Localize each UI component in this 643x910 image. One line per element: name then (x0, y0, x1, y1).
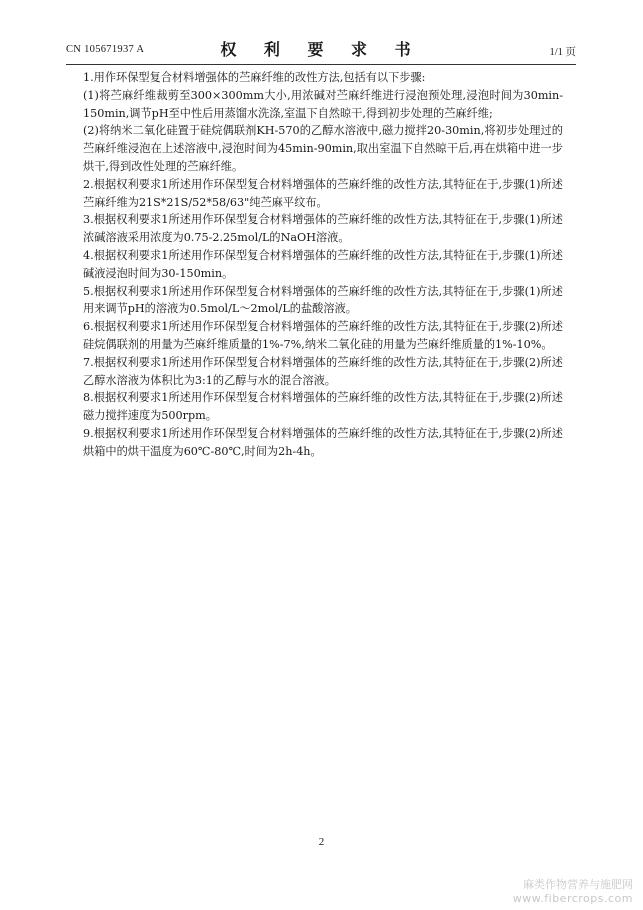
watermark-site-url: www.fibercrops.com (512, 892, 633, 905)
claim-9: 9.根据权利要求1所述用作环保型复合材料增强体的苎麻纤维的改性方法,其特征在于,步骤(2)所述烘箱中的烘干温度为60℃-80℃,时间为2h-4h。 (83, 426, 563, 458)
claims-body (83, 69, 563, 461)
claim-7: 7.根据权利要求1所述用作环保型复合材料增强体的苎麻纤维的改性方法,其特征在于,步骤(2)所述乙醇水溶液为体积比为3:1的乙醇与水的混合溶液。 (83, 355, 563, 387)
page-header (66, 36, 576, 64)
claim-1-intro: 1.用作环保型复合材料增强体的苎麻纤维的改性方法,包括有以下步骤: (83, 71, 426, 84)
page-title: 权 利 要 求 书 (220, 40, 422, 59)
claim-3: 3.根据权利要求1所述用作环保型复合材料增强体的苎麻纤维的改性方法,其特征在于,步骤(1)所述浓碱溶液采用浓度为0.75-2.25mol/L的NaOH溶液。 (83, 213, 563, 245)
page-number: 2 (318, 836, 325, 848)
claim-8: 8.根据权利要求1所述用作环保型复合材料增强体的苎麻纤维的改性方法,其特征在于,步骤(2)所述磁力搅拌速度为500rpm。 (83, 391, 563, 423)
header-divider (66, 64, 576, 65)
claim-6: 6.根据权利要求1所述用作环保型复合材料增强体的苎麻纤维的改性方法,其特征在于,步骤(2)所述硅烷偶联剂的用量为苎麻纤维质量的1%-7%,纳米二氧化硅的用量为苎麻纤维质量的1%-10%。 (83, 320, 563, 351)
site-watermark (513, 878, 633, 906)
watermark-site-name: 麻类作物营养与施肥网 (523, 878, 633, 891)
claim-2: 2.根据权利要求1所述用作环保型复合材料增强体的苎麻纤维的改性方法,其特征在于,步骤(1)所述苎麻纤维为21S*21S/52*58/63"纯苎麻平纹布。 (83, 177, 563, 209)
patent-number: CN 105671937 A (66, 44, 145, 55)
claim-1-step-2: (2)将纳米二氧化硅置于硅烷偶联剂KH-570的乙醇水溶液中,磁力搅拌20-30min,将初步处理过的苎麻纤维浸泡在上述溶液中,浸泡时间为45min-90min,取出室温下自然晾干后,再在烘箱中进一步烘干,得到改性处理的苎麻纤维。 (83, 124, 563, 173)
page-count: 1/1 页 (549, 47, 576, 58)
claim-5: 5.根据权利要求1所述用作环保型复合材料增强体的苎麻纤维的改性方法,其特征在于,步骤(1)所述用来调节pH的溶液为0.5mol/L～2mol/L的盐酸溶液。 (83, 284, 563, 316)
claim-4: 4.根据权利要求1所述用作环保型复合材料增强体的苎麻纤维的改性方法,其特征在于,步骤(1)所述碱液浸泡时间为30-150min。 (83, 248, 563, 280)
claim-1-step-1: (1)将苎麻纤维裁剪至300×300mm大小,用浓碱对苎麻纤维进行浸泡预处理,浸泡时间为30min-150min,调节pH至中性后用蒸馏水洗涤,室温下自然晾干,得到初步处理的苎麻纤维; (83, 88, 563, 120)
